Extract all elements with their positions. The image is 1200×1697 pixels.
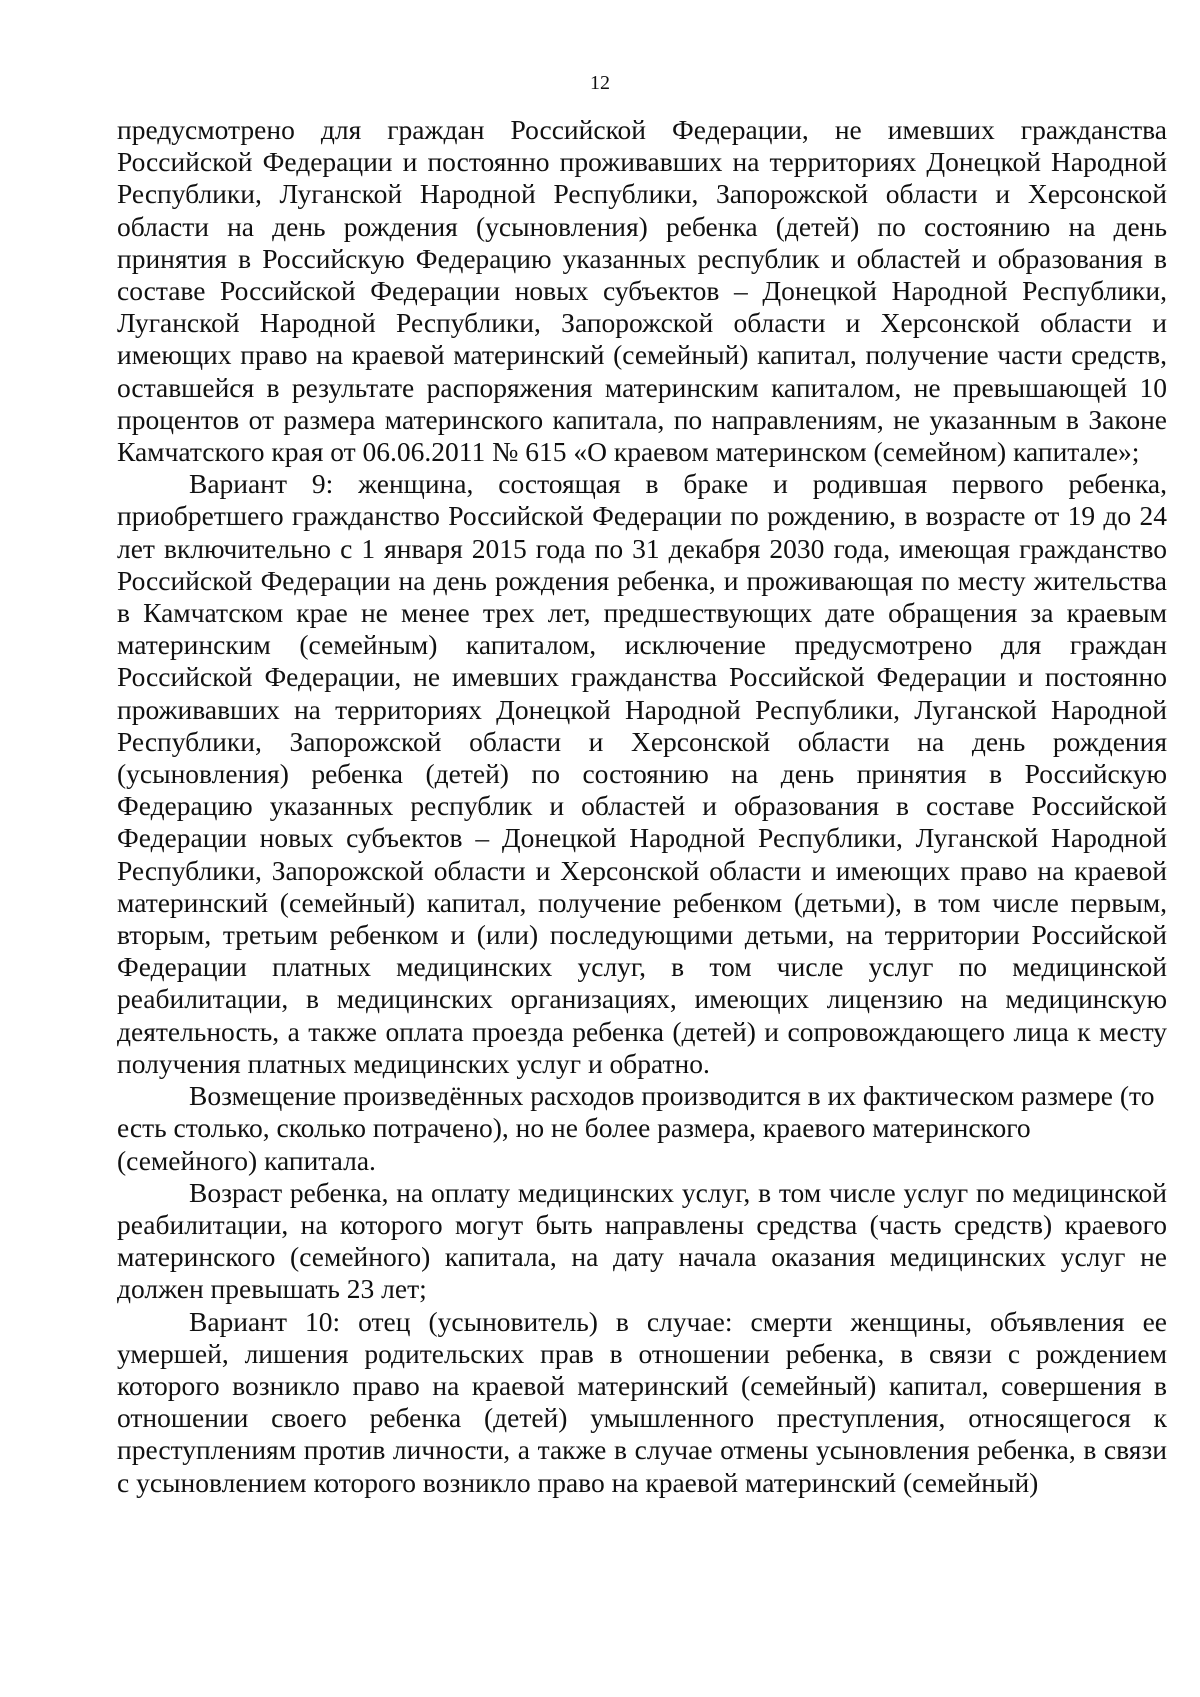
- document-body: [117, 114, 1167, 1499]
- paragraph-variant-9: Вариант 9: женщина, состоящая в браке и родившая первого ребенка, приобретшего гражданство Российской Федерации по рождению, в возрасте от 19 до 24 лет включительно с 1 января 2015 года по 31 декабря 2030 года, имеющая гражданство Российской Федерации на день рождения ребенка, и проживающая по месту жительства в Камчатском крае не менее трех лет, предшествующих дате обращения за краевым материнским (семейным) капиталом, исключение предусмотрено для граждан Российской Федерации, не имевших гражданства Российской Федерации и постоянно проживавших на территориях Донецкой Народной Республики, Луганской Народной Республики, Запорожской области и Херсонской области на день рождения (усыновления) ребенка (детей) по состоянию на день принятия в Российскую Федерацию указанных республик и областей и образования в составе Российской Федерации новых субъектов – Донецкой Народной Республики, Луганской Народной Республики, Запорожской области и Херсонской области и имеющих право на краевой материнский (семейный) капитал, получение ребенком (детьми), в том числе первым, вторым, третьим ребенком и (или) последующими детьми, на территории Российской Федерации платных медицинских услуг, в том числе услуг по медицинской реабилитации, в медицинских организациях, имеющих лицензию на медицинскую деятельность, а также оплата проезда ребенка (детей) и сопровождающего лица к месту получения платных медицинских услуг и обратно.: [117, 468, 1167, 1079]
- paragraph-variant-10: Вариант 10: отец (усыновитель) в случае: смерти женщины, объявления ее умершей, лишения родительских прав в отношении ребенка, в связи с рождением которого возникло право на краевой материнский (семейный) капитал, совершения в отношении своего ребенка (детей) умышленного преступления, относящегося к преступлениям против личности, а также в случае отмены усыновления ребенка, в связи с усыновлением которого возникло право на краевой материнский (семейный): [117, 1305, 1167, 1498]
- paragraph-continuation: предусмотрено для граждан Российской Федерации, не имевших гражданства Российской Федерации и постоянно проживавших на территориях Донецкой Народной Республики, Луганской Народной Республики, Запорожской области и Херсонской области на день рождения (усыновления) ребенка (детей) по состоянию на день принятия в Российскую Федерацию указанных республик и областей и образования в составе Российской Федерации новых субъектов – Донецкой Народной Республики, Луганской Народной Республики, Запорожской области и Херсонской области и имеющих право на краевой материнский (семейный) капитал, получение части средств, оставшейся в результате распоряжения материнским капиталом, не превышающей 10 процентов от размера материнского капитала, по направлениям, не указанным в Законе Камчатского края от 06.06.2011 № 615 «О краевом материнском (семейном) капитале»;: [117, 114, 1167, 468]
- paragraph-reimbursement: Возмещение произведённых расходов производится в их фактическом размере (то есть столько, сколько потрачено), но не более размера, краевого материнского (семейного) капитала.: [117, 1080, 1155, 1176]
- page-number: 12: [590, 72, 610, 94]
- paragraph-child-age: Возраст ребенка, на оплату медицинских услуг, в том числе услуг по медицинской реабилитации, на которого могут быть направлены средства (часть средств) краевого материнского (семейного) капитала, на дату начала оказания медицинских услуг не должен превышать 23 лет;: [117, 1176, 1167, 1305]
